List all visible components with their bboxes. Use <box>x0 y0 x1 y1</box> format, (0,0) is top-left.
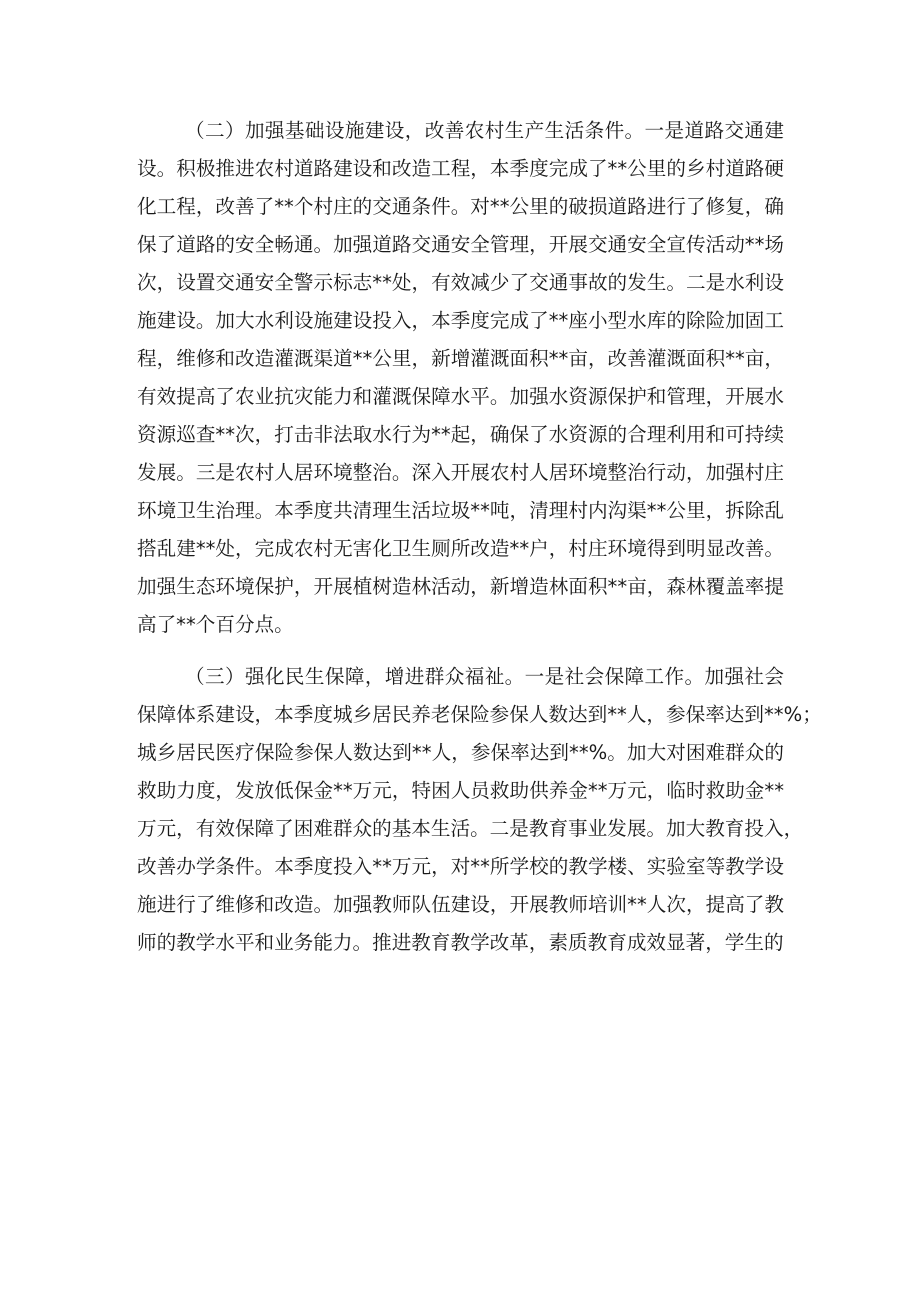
text-line: （三）强化民生保障，增进群众福祉。一是社会保障工作。加强社会 <box>185 665 784 688</box>
text-line: 万元，有效保障了困难群众的基本生活。二是教育事业发展。加大教育投入， <box>137 817 804 840</box>
text-line: 次，设置交通安全警示标志**处，有效减少了交通事故的发生。二是水利设 <box>137 271 784 294</box>
paragraph-1 <box>137 112 784 644</box>
text-line: 化工程，改善了**个村庄的交通条件。对**公里的破损道路进行了修复，确 <box>137 195 784 218</box>
text-line: 设。积极推进农村道路建设和改造工程，本季度完成了**公里的乡村道路硬 <box>137 157 784 180</box>
text-line: 城乡居民医疗保险参保人数达到**人，参保率达到**%。加大对困难群众的 <box>137 741 784 764</box>
text-line: 搭乱建**处，完成农村无害化卫生厕所改造**户，村庄环境得到明显改善。 <box>137 537 784 560</box>
paragraph-2 <box>137 658 822 962</box>
text-line: 救助力度，发放低保金**万元，特困人员救助供养金**万元，临时救助金** <box>137 779 784 802</box>
text-line: 保了道路的安全畅通。加强道路交通安全管理，开展交通安全宣传活动**场 <box>137 233 784 256</box>
text-line: 环境卫生治理。本季度共清理生活垃圾**吨，清理村内沟渠**公里，拆除乱 <box>137 499 784 522</box>
text-line: 程，维修和改造灌溉渠道**公里，新增灌溉面积**亩，改善灌溉面积**亩， <box>137 347 784 370</box>
text-line: 改善办学条件。本季度投入**万元，对**所学校的教学楼、实验室等教学设 <box>137 855 784 878</box>
paragraph-spacer <box>137 644 784 658</box>
text-line: 施建设。加大水利设施建设投入，本季度完成了**座小型水库的除险加固工 <box>137 309 784 332</box>
text-line: 有效提高了农业抗灾能力和灌溉保障水平。加强水资源保护和管理，开展水 <box>137 385 784 408</box>
text-line: 资源巡查**次，打击非法取水行为**起，确保了水资源的合理利用和可持续 <box>137 423 784 446</box>
document-body <box>137 112 822 962</box>
text-line: 师的教学水平和业务能力。推进教育教学改革，素质教育成效显著，学生的 <box>137 931 784 954</box>
text-line: 发展。三是农村人居环境整治。深入开展农村人居环境整治行动，加强村庄 <box>137 461 784 484</box>
text-line: 施进行了维修和改造。加强教师队伍建设，开展教师培训**人次，提高了教 <box>137 893 784 916</box>
text-line: 高了**个百分点。 <box>137 613 294 636</box>
text-line: 加强生态环境保护，开展植树造林活动，新增造林面积**亩，森林覆盖率提 <box>137 575 784 598</box>
text-line: 保障体系建设，本季度城乡居民养老保险参保人数达到**人，参保率达到**%； <box>137 703 822 726</box>
text-line: （二）加强基础设施建设，改善农村生产生活条件。一是道路交通建 <box>185 119 784 142</box>
